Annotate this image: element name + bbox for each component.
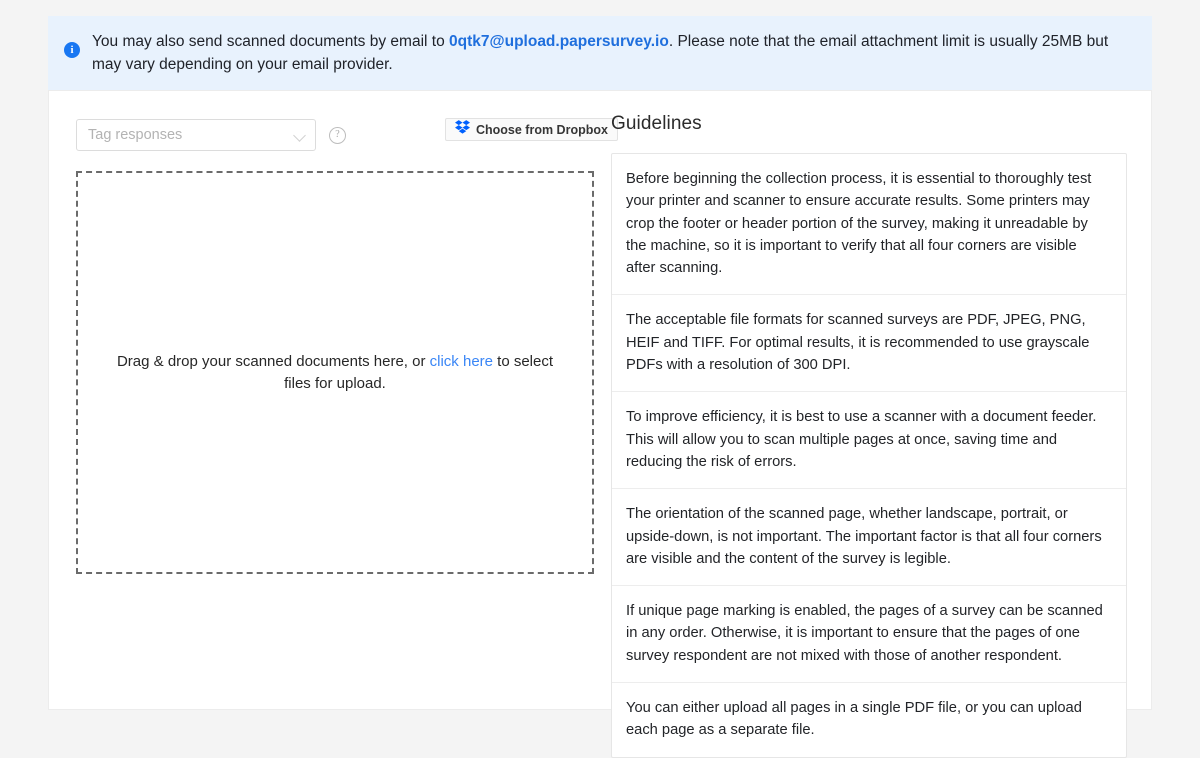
guidelines-list (611, 153, 1127, 758)
list-item: To improve efficiency, it is best to use a scanner with a document feeder. This will allow you to scan multiple pages at once, saving time and reducing the risk of errors. (612, 392, 1126, 489)
list-item: You can either upload all pages in a single PDF file, or you can upload each page as a separate file. (626, 700, 1082, 739)
upload-email-address[interactable]: 0qtk7@upload.papersurvey.io (449, 33, 669, 50)
upload-toolbar (76, 118, 608, 152)
banner-message (92, 30, 1136, 76)
dropbox-logo-icon (455, 120, 470, 139)
list-item: Before beginning the collection process, it is essential to thoroughly test your printer and scanner to ensure accurate results. Some printers may crop the footer or header portion of the survey, making it unreadable by the machine, so it is important to verify that all four corners are visible after scanning. (612, 154, 1126, 295)
upload-panel-card (48, 90, 1152, 739)
upload-column (76, 118, 608, 574)
list-item: The acceptable file formats for scanned surveys are PDF, JPEG, PNG, HEIF and TIFF. For optimal results, it is recommended to use grayscale PDFs with a resolution of 300 DPI. (612, 295, 1126, 392)
info-circle-icon: i (64, 42, 80, 58)
guidelines-title: Guidelines (611, 113, 702, 134)
dropzone-text-after: to select files for upload. (284, 352, 554, 392)
list-item: If unique page marking is enabled, the pages of a survey can be scanned in any order. Otherwise, it is important to ensure that the pages of one survey respondent are not mixed with those of another respondent. (612, 586, 1126, 683)
chevron-down-icon[interactable] (294, 129, 307, 142)
banner-text-before: You may also send scanned documents by email to (92, 33, 449, 50)
tag-responses-placeholder: Tag responses (88, 127, 183, 143)
list-item: The orientation of the scanned page, whether landscape, portrait, or upside-down, is not important. The important factor is that all four corners are visible and the content of the survey is legible. (612, 489, 1126, 586)
banner-text-after: . Please note that the email attachment limit is usually 25MB but may vary depending on your email provider. (92, 33, 1109, 73)
choose-from-dropbox-label: Choose from Dropbox (476, 122, 608, 137)
choose-from-dropbox-button[interactable] (445, 118, 618, 141)
email-upload-info-banner (48, 16, 1152, 92)
file-dropzone[interactable] (76, 171, 594, 574)
dropzone-instructions (106, 351, 564, 395)
guidelines-column (611, 113, 1127, 758)
click-here-link[interactable]: click here (429, 352, 493, 370)
question-circle-icon[interactable]: ? (329, 127, 346, 144)
tag-responses-select[interactable] (76, 119, 316, 151)
dropzone-text-before: Drag & drop your scanned documents here, or (116, 352, 430, 370)
